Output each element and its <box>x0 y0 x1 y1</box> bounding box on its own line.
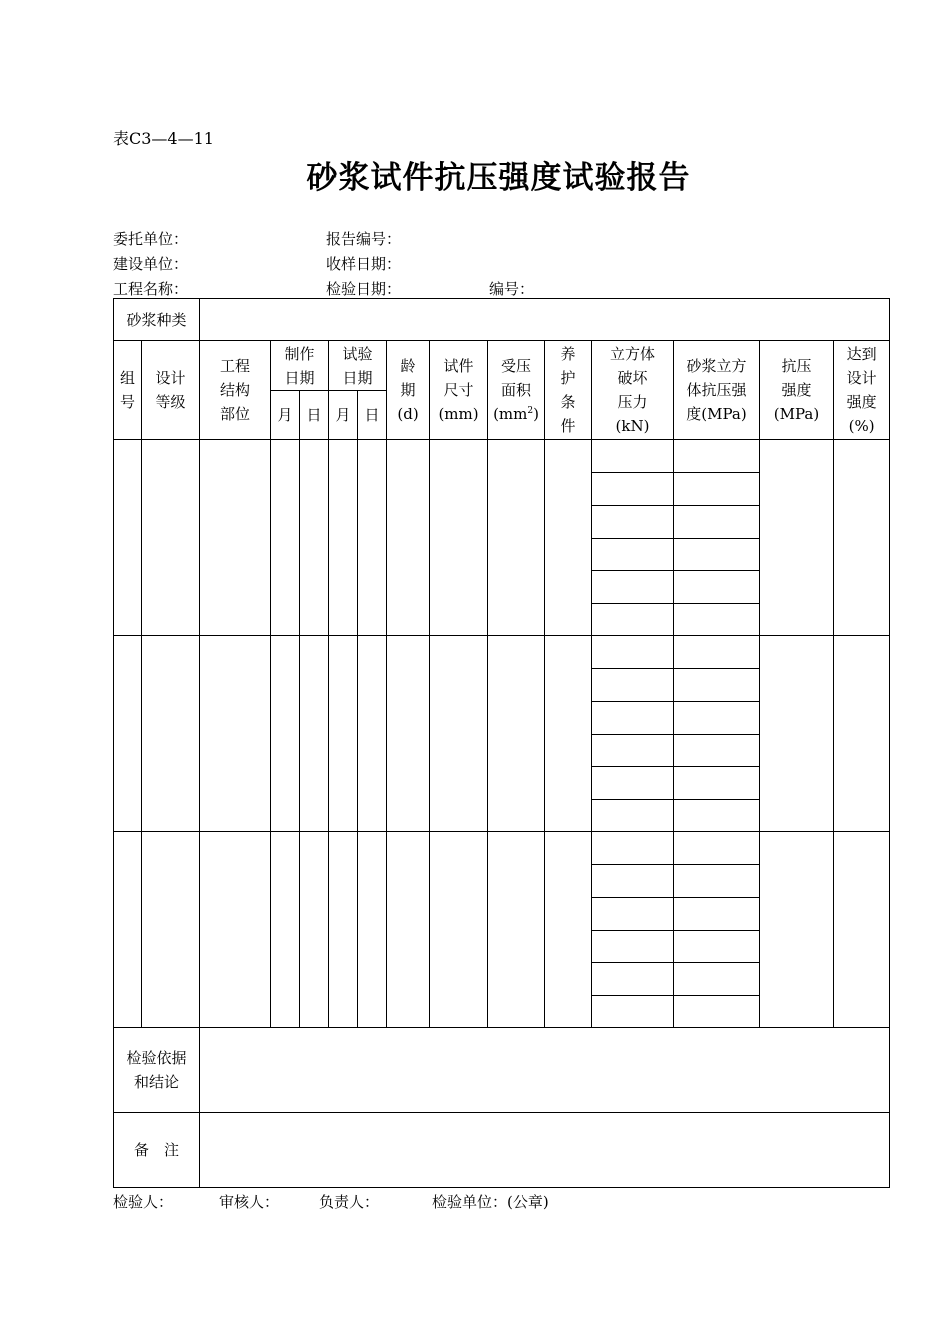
cell-failure-load[interactable] <box>592 702 674 735</box>
cell-area[interactable] <box>488 440 545 636</box>
cell-failure-load[interactable] <box>592 539 674 571</box>
cell-area[interactable] <box>488 832 545 1028</box>
cell-specimen-size[interactable] <box>430 440 488 636</box>
cell-failure-load[interactable] <box>592 996 674 1028</box>
cell-area[interactable] <box>488 636 545 832</box>
cell-cube-strength[interactable] <box>674 506 760 539</box>
cell-cube-strength[interactable] <box>674 931 760 963</box>
responsible-label: 负责人： <box>319 1193 380 1211</box>
cell-failure-load[interactable] <box>592 636 674 669</box>
cell-cube-strength[interactable] <box>674 669 760 702</box>
cell-cube-strength[interactable] <box>674 735 760 767</box>
client-label: 委托单位： <box>113 230 189 248</box>
document-title: 砂浆试件抗压强度试验报告 <box>306 160 691 196</box>
cell-failure-load[interactable] <box>592 767 674 800</box>
mortar-type-label: 砂浆种类 <box>114 299 200 341</box>
cell-structure-part[interactable] <box>200 636 271 832</box>
cell-cube-strength[interactable] <box>674 473 760 506</box>
cell-failure-load[interactable] <box>592 898 674 931</box>
basis-conclusion-value[interactable] <box>200 1028 890 1113</box>
cell-comp-strength[interactable] <box>760 636 834 832</box>
cell-failure-load[interactable] <box>592 832 674 865</box>
header-curing: 养 护 条 件 <box>545 341 592 440</box>
header-design-grade: 设计 等级 <box>142 341 200 440</box>
test-date-label: 检验日期： <box>326 280 402 298</box>
cell-cube-strength[interactable] <box>674 800 760 832</box>
cell-test-day[interactable] <box>358 636 387 832</box>
header-cube-strength: 砂浆立方 体抗压强 度(MPa) <box>674 341 760 440</box>
cell-test-month[interactable] <box>329 440 358 636</box>
mortar-type-row <box>114 299 890 341</box>
cell-cube-strength[interactable] <box>674 898 760 931</box>
cell-make-month[interactable] <box>271 636 300 832</box>
cell-design-grade[interactable] <box>142 832 200 1028</box>
cell-failure-load[interactable] <box>592 669 674 702</box>
cell-cube-strength[interactable] <box>674 767 760 800</box>
test-report-table <box>113 298 890 1188</box>
cell-design-grade[interactable] <box>142 636 200 832</box>
cell-cube-strength[interactable] <box>674 539 760 571</box>
cell-failure-load[interactable] <box>592 440 674 473</box>
cell-cube-strength[interactable] <box>674 963 760 996</box>
cell-test-day[interactable] <box>358 440 387 636</box>
cell-curing[interactable] <box>545 636 592 832</box>
basis-conclusion-row <box>114 1028 890 1113</box>
cell-failure-load[interactable] <box>592 506 674 539</box>
header-area-text: 受压 面积 (mm <box>493 357 532 423</box>
data-row <box>114 832 890 865</box>
cell-test-month[interactable] <box>329 636 358 832</box>
cell-make-day[interactable] <box>300 636 329 832</box>
cell-make-month[interactable] <box>271 440 300 636</box>
header-age: 龄 期 (d) <box>387 341 430 440</box>
header-make-date: 制作 日期 <box>271 341 329 391</box>
header-test-date: 试验 日期 <box>329 341 387 391</box>
report-no-label: 报告编号： <box>326 230 402 248</box>
remarks-value[interactable] <box>200 1113 890 1188</box>
cell-design-grade[interactable] <box>142 440 200 636</box>
mortar-type-value[interactable] <box>200 299 890 341</box>
cell-failure-load[interactable] <box>592 604 674 636</box>
cell-specimen-size[interactable] <box>430 832 488 1028</box>
cell-failure-load[interactable] <box>592 571 674 604</box>
cell-test-day[interactable] <box>358 832 387 1028</box>
remarks-label: 备 注 <box>114 1113 200 1188</box>
form-code: 表C3—4—11 <box>113 129 214 148</box>
cell-group-no[interactable] <box>114 832 142 1028</box>
cell-specimen-size[interactable] <box>430 636 488 832</box>
footer-signatures <box>113 1191 549 1212</box>
cell-failure-load[interactable] <box>592 963 674 996</box>
serial-no-label: 编号： <box>489 280 535 298</box>
cell-percent-design[interactable] <box>834 636 890 832</box>
cell-test-month[interactable] <box>329 832 358 1028</box>
sample-date-label: 收样日期： <box>326 255 402 273</box>
header-group-no: 组 号 <box>114 341 142 440</box>
cell-comp-strength[interactable] <box>760 832 834 1028</box>
header-area-superscript: 2 <box>527 406 534 416</box>
cell-failure-load[interactable] <box>592 473 674 506</box>
header-test-day: 日 <box>358 391 387 440</box>
cell-structure-part[interactable] <box>200 832 271 1028</box>
cell-make-day[interactable] <box>300 832 329 1028</box>
header-row-1 <box>114 341 890 391</box>
cell-cube-strength[interactable] <box>674 702 760 735</box>
cell-cube-strength[interactable] <box>674 865 760 898</box>
cell-comp-strength[interactable] <box>760 440 834 636</box>
header-percent-design: 达到 设计 强度 (%) <box>834 341 890 440</box>
header-make-day: 日 <box>300 391 329 440</box>
cell-age[interactable] <box>387 832 430 1028</box>
cell-age[interactable] <box>387 636 430 832</box>
cell-percent-design[interactable] <box>834 832 890 1028</box>
header-comp-strength: 抗压 强度 (MPa) <box>760 341 834 440</box>
header-area <box>488 341 545 440</box>
cell-percent-design[interactable] <box>834 440 890 636</box>
cell-structure-part[interactable] <box>200 440 271 636</box>
header-structure-part: 工程 结构 部位 <box>200 341 271 440</box>
remarks-row <box>114 1113 890 1188</box>
header-make-month: 月 <box>271 391 300 440</box>
cell-make-day[interactable] <box>300 440 329 636</box>
cell-group-no[interactable] <box>114 636 142 832</box>
cell-age[interactable] <box>387 440 430 636</box>
cell-cube-strength[interactable] <box>674 604 760 636</box>
builder-label: 建设单位： <box>113 255 189 273</box>
cell-failure-load[interactable] <box>592 735 674 767</box>
cell-cube-strength[interactable] <box>674 571 760 604</box>
data-row <box>114 440 890 473</box>
cell-group-no[interactable] <box>114 440 142 636</box>
cell-failure-load[interactable] <box>592 931 674 963</box>
cell-cube-strength[interactable] <box>674 996 760 1028</box>
inspector-label: 检验人： <box>113 1193 174 1211</box>
cell-failure-load[interactable] <box>592 800 674 832</box>
cell-curing[interactable] <box>545 440 592 636</box>
cell-make-month[interactable] <box>271 832 300 1028</box>
basis-conclusion-label: 检验依据 和结论 <box>114 1028 200 1113</box>
header-specimen-size: 试件 尺寸 (mm) <box>430 341 488 440</box>
header-area-close: ) <box>533 405 539 423</box>
reviewer-label: 审核人： <box>219 1193 280 1211</box>
project-label: 工程名称： <box>113 280 189 298</box>
cell-cube-strength[interactable] <box>674 440 760 473</box>
cell-curing[interactable] <box>545 832 592 1028</box>
header-test-month: 月 <box>329 391 358 440</box>
cell-failure-load[interactable] <box>592 865 674 898</box>
cell-cube-strength[interactable] <box>674 636 760 669</box>
cell-cube-strength[interactable] <box>674 832 760 865</box>
inspection-unit-label: 检验单位：(公章) <box>432 1193 549 1211</box>
header-failure-load: 立方体 破坏 压力 (kN) <box>592 341 674 440</box>
data-row <box>114 636 890 669</box>
